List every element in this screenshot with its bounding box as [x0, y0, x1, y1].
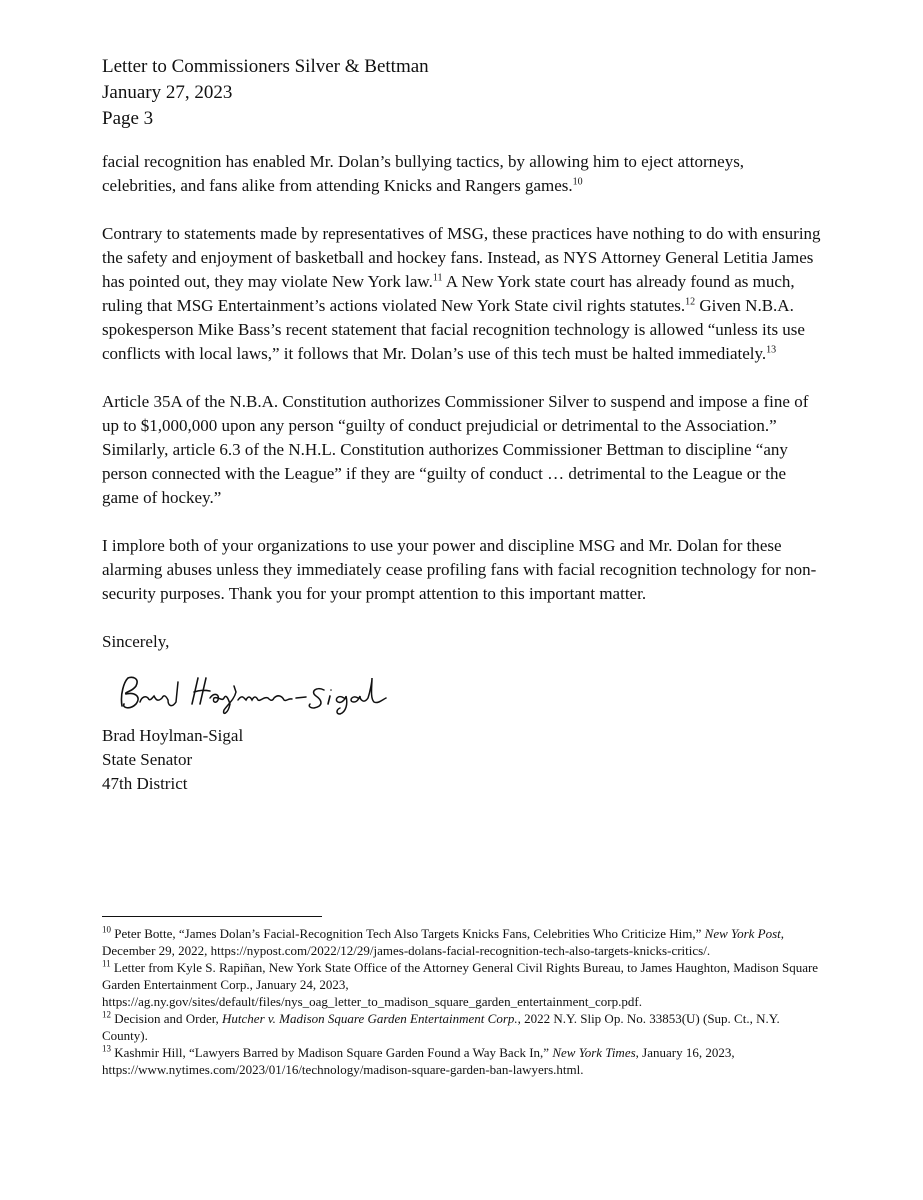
footnotes — [102, 916, 822, 1078]
footnote-12-text-a: Decision and Order, — [111, 1011, 223, 1026]
salutation: Sincerely, — [102, 632, 170, 651]
paragraph-2-text-c: Given N.B.A. spokesperson Mike Bass’s recent statement that facial recognition technology is allowed “unless its use conflicts with local laws,” it follows that Mr. Dolan’s use of this tech must be halted immediately. — [102, 296, 805, 363]
paragraph-2-text-a: Contrary to statements made by representatives of MSG, these practices have nothing to do with ensuring the safety and enjoyment of basketball and hockey fans. Instead, as NYS Attorney General Letitia James has pointed out, they may violate New York law. — [102, 224, 821, 291]
footnote-ref-13: 13 — [766, 344, 777, 356]
header-page-number: Page 3 — [102, 108, 154, 129]
footnote-13-publication: New York Times — [552, 1045, 636, 1060]
letter-header — [102, 54, 822, 132]
footnote-13-number: 13 — [102, 1043, 111, 1054]
footnote-10-number: 10 — [102, 924, 111, 935]
signer-name: Brad Hoylman-Sigal — [102, 726, 244, 745]
signature-image — [110, 668, 822, 720]
paragraph-3: Article 35A of the N.B.A. Constitution authorizes Commissioner Silver to suspend and impose a fine of up to $1,000,000 upon any person “guilty of conduct prejudicial or detrimental to the Association.” Similarly, article 6.3 of the N.H.L. Constitution authorizes Commissioner Bettman to discipline “any person connected with the League” if they are “guilty of conduct … detrimental to the League or the game of hockey.” — [102, 392, 809, 507]
footnote-10-text-a: Peter Botte, “James Dolan’s Facial-Recognition Tech Also Targets Knicks Fans, Celebrities Who Criticize Him,” — [111, 926, 705, 941]
handwritten-signature — [110, 668, 410, 720]
signer-district: 47th District — [102, 774, 188, 793]
footnote-13-text-a: Kashmir Hill, “Lawyers Barred by Madison Square Garden Found a Way Back In,” — [111, 1045, 553, 1060]
paragraph-2-text-b: A New York state court has already found as much, ruling that MSG Entertainment’s actions violated New York State civil rights statutes. — [102, 272, 795, 315]
footnote-11-number: 11 — [102, 958, 111, 969]
paragraph-1-text: facial recognition has enabled Mr. Dolan’s bullying tactics, by allowing him to eject attorneys, celebrities, and fans alike from attending Knicks and Rangers games. — [102, 152, 745, 195]
footnote-divider — [102, 916, 322, 917]
footnote-13-text-b: , January 16, 2023, https://www.nytimes.com/2023/01/16/technology/madison-square-garden-ban-lawyers.html. — [102, 1045, 735, 1077]
footnote-10-publication: New York Post — [704, 926, 781, 941]
footnote-11-text: Letter from Kyle S. Rapiñan, New York State Office of the Attorney General Civil Rights Bureau, to James Haughton, Madison Square Garden Entertainment Corp., January 24, 2023, https://ag.ny.gov/sites/default/files/nys_oag_letter_to_madison_square_garden_entertainment_corp.pdf. — [102, 960, 819, 1009]
footnote-12 — [102, 1010, 822, 1044]
letter-page — [102, 54, 822, 796]
header-date: January 27, 2023 — [102, 82, 233, 103]
header-title: Letter to Commissioners Silver & Bettman — [102, 56, 429, 77]
paragraph-2 — [102, 222, 822, 366]
footnote-10-text-b: , December 29, 2022, https://nypost.com/2022/12/29/james-dolans-facial-recognition-tech-also-targets-knicks-critics/. — [102, 926, 785, 958]
paragraph-4: I implore both of your organizations to use your power and discipline MSG and Mr. Dolan for these alarming abuses unless they immediately cease profiling fans with facial recognition technology for non-security purposes. Thank you for your prompt attention to this important matter. — [102, 536, 817, 603]
footnote-12-text-b: , 2022 N.Y. Slip Op. No. 33853(U) (Sup. Ct., N.Y. County). — [102, 1011, 780, 1043]
footnote-10 — [102, 925, 822, 959]
signer-title: State Senator — [102, 750, 193, 769]
footnote-ref-11: 11 — [432, 272, 443, 284]
footnote-13 — [102, 1044, 822, 1078]
paragraph-1 — [102, 150, 822, 198]
footnote-11 — [102, 959, 822, 1010]
footnote-12-number: 12 — [102, 1009, 111, 1020]
footnote-ref-10: 10 — [572, 176, 583, 188]
footnote-ref-12: 12 — [685, 296, 696, 308]
footnote-12-case-name: Hutcher v. Madison Square Garden Entertainment Corp. — [222, 1011, 518, 1026]
